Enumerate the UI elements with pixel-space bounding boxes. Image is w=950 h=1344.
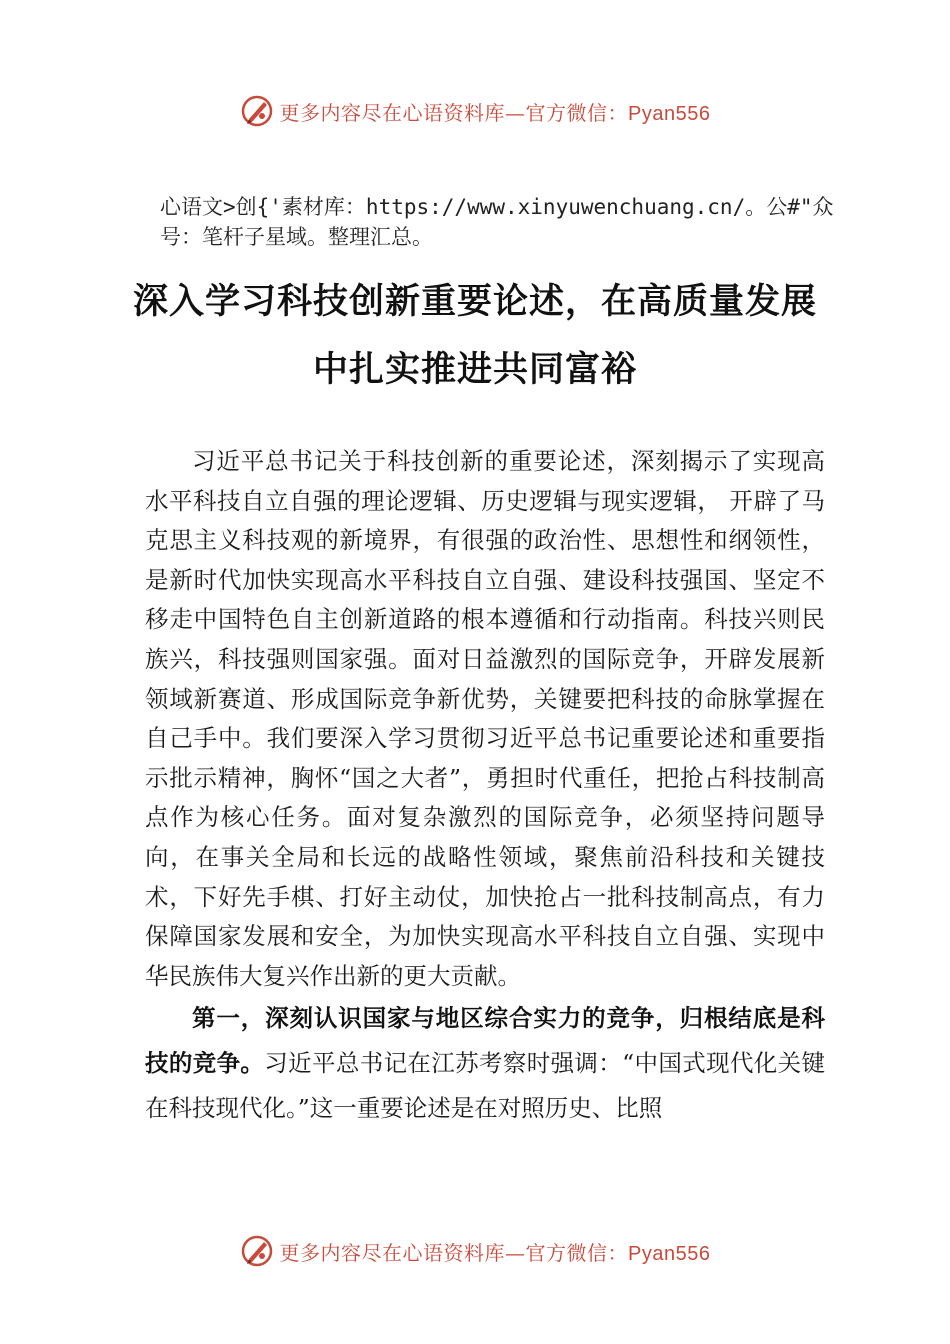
banner-main-text: 更多内容尽在心语资料库 bbox=[279, 100, 506, 125]
banner-wechat-label: 官方微信： bbox=[525, 1240, 629, 1265]
paragraph-first-point bbox=[145, 996, 825, 1131]
document-body bbox=[145, 442, 825, 1131]
document-title: 深入学习科技创新重要论述，在高质量发展中扎实推进共同富裕 bbox=[132, 281, 817, 390]
first-point-heading: 第一，深刻认识国家与地区综合实力的竞争，归根结底是科技的竞争。 bbox=[145, 1004, 825, 1078]
banner-separator: — bbox=[505, 100, 526, 125]
footer-banner bbox=[0, 1234, 950, 1268]
pen-logo-icon bbox=[240, 94, 274, 128]
banner-separator: — bbox=[505, 1240, 526, 1265]
banner-wechat-label: 官方微信： bbox=[525, 100, 629, 125]
banner-text bbox=[280, 1237, 711, 1266]
banner-wechat-id: Pyan556 bbox=[628, 1242, 711, 1265]
banner-text bbox=[280, 97, 711, 126]
header-banner bbox=[0, 94, 950, 128]
banner-wechat-id: Pyan556 bbox=[628, 102, 711, 125]
paragraph-intro: 习近平总书记关于科技创新的重要论述，深刻揭示了实现高水平科技自立自强的理论逻辑、历史逻辑与现实逻辑， 开辟了马克思主义科技观的新境界，有很强的政治性、思想性和纲领性，是新时代加快实现高水平科技自立自强、建设科技强国、坚定不移走中国特色自主创新道路的根本遵循和行动指南。科技兴则民族兴，科技强则国家强。面对日益激烈的国际竞争，开辟发展新领域新赛道、形成国际竞争新优势，关键要把科技的命脉掌握在自己手中。我们要深入学习贯彻习近平总书记重要论述和重要指示批示精神，胸怀“国之大者”，勇担时代重任，把抢占科技制高点作为核心任务。面对复杂激烈的国际竞争，必须坚持问题导向，在事关全局和长远的战略性领域，聚焦前沿科技和关键技术，下好先手棋、打好主动仗，加快抢占一批科技制高点，有力保障国家发展和安全，为加快实现高水平科技自立自强、实现中华民族伟大复兴作出新的更大贡献。 bbox=[145, 447, 825, 990]
pen-logo-icon bbox=[240, 1234, 274, 1268]
first-point-text: 习近平总书记在江苏考察时强调：“中国式现代化关键在科技现代化。”这一重要论述是在对照历史、比照 bbox=[145, 1049, 826, 1123]
banner-main-text: 更多内容尽在心语资料库 bbox=[279, 1240, 506, 1265]
source-note: 心语文>创{'素材库：https://www.xinyuwenchuang.cn/。公#"众号：笔杆子星域。整理汇总。 bbox=[160, 195, 834, 249]
